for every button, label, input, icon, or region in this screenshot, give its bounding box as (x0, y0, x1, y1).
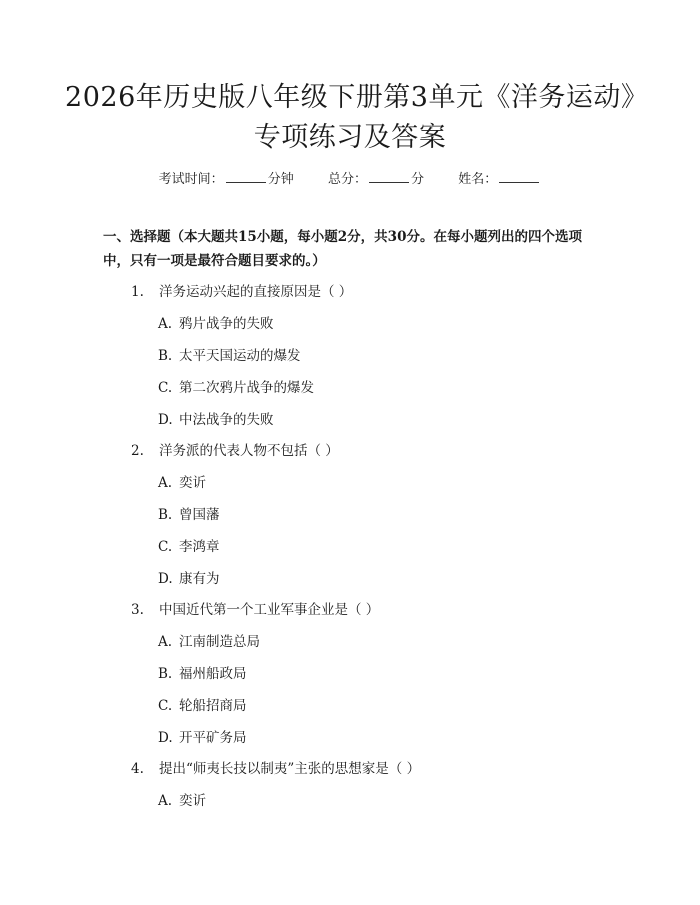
document-title: 2026年历史版八年级下册第3单元《洋务运动》专项练习及答案 (65, 82, 635, 153)
answer-option (158, 696, 247, 716)
student-name-label: 姓名： (458, 172, 498, 187)
answer-option (158, 728, 247, 748)
option-text: 曾国藩 (179, 507, 220, 523)
option-text: 奕䜣 (179, 475, 206, 491)
section-heading: 一、选择题（本大题共15小题，每小题2分，共30分。在每小题列出的四个选项中，只有一项是最符合题目要求的。） (103, 229, 582, 269)
question-number: 3. (131, 602, 144, 618)
option-text: 江南制造总局 (179, 634, 260, 650)
answer-option (158, 537, 220, 557)
option-letter: B. (158, 507, 173, 523)
answer-option (158, 664, 247, 684)
question-stem (131, 441, 339, 461)
option-letter: D. (158, 571, 173, 587)
exam-info-line (0, 168, 700, 190)
answer-option (158, 473, 206, 493)
question-text: 洋务运动兴起的直接原因是（ ） (159, 284, 353, 300)
option-letter: C. (158, 539, 173, 555)
answer-option (158, 569, 220, 589)
question-number: 4. (131, 761, 144, 777)
option-letter: C. (158, 698, 173, 714)
question-stem (131, 282, 352, 302)
option-letter: A. (158, 793, 173, 809)
option-letter: A. (158, 475, 173, 491)
total-score-field (328, 168, 424, 190)
total-score-blank (369, 168, 409, 183)
option-letter: B. (158, 666, 173, 682)
option-text: 福州船政局 (179, 666, 247, 682)
answer-option (158, 346, 301, 366)
option-text: 轮船招商局 (179, 698, 247, 714)
exam-time-unit: 分钟 (267, 172, 294, 187)
answer-option (158, 791, 206, 811)
question-text: 洋务派的代表人物不包括（ ） (159, 443, 339, 459)
answer-option (158, 410, 274, 430)
total-score-unit: 分 (411, 172, 425, 187)
total-score-label: 总分： (327, 172, 367, 187)
option-text: 鸦片战争的失败 (179, 316, 274, 332)
option-text: 康有为 (179, 571, 220, 587)
option-text: 太平天国运动的爆发 (179, 348, 301, 364)
question-number: 1. (131, 284, 144, 300)
option-text: 李鸿章 (179, 539, 220, 555)
question-text: 中国近代第一个工业军事企业是（ ） (159, 602, 380, 618)
question-stem (131, 600, 379, 620)
question-stem (131, 759, 420, 779)
option-letter: D. (158, 730, 173, 746)
student-name-blank (499, 168, 539, 183)
question-text: 提出“师夷长技以制夷”主张的思想家是（ ） (159, 761, 421, 777)
option-letter: C. (158, 380, 173, 396)
option-text: 开平矿务局 (179, 730, 247, 746)
option-letter: D. (158, 412, 173, 428)
option-letter: A. (158, 634, 173, 650)
option-text: 奕䜣 (179, 793, 206, 809)
student-name-field (458, 168, 541, 190)
answer-option (158, 505, 220, 525)
exam-time-field (159, 168, 294, 190)
answer-option (158, 378, 314, 398)
option-text: 中法战争的失败 (179, 412, 274, 428)
option-letter: B. (158, 348, 173, 364)
option-letter: A. (158, 316, 173, 332)
exam-time-blank (226, 168, 266, 183)
question-number: 2. (131, 443, 144, 459)
exam-time-label: 考试时间： (158, 172, 224, 187)
answer-option (158, 314, 274, 334)
answer-option (158, 632, 260, 652)
option-text: 第二次鸦片战争的爆发 (179, 380, 314, 396)
